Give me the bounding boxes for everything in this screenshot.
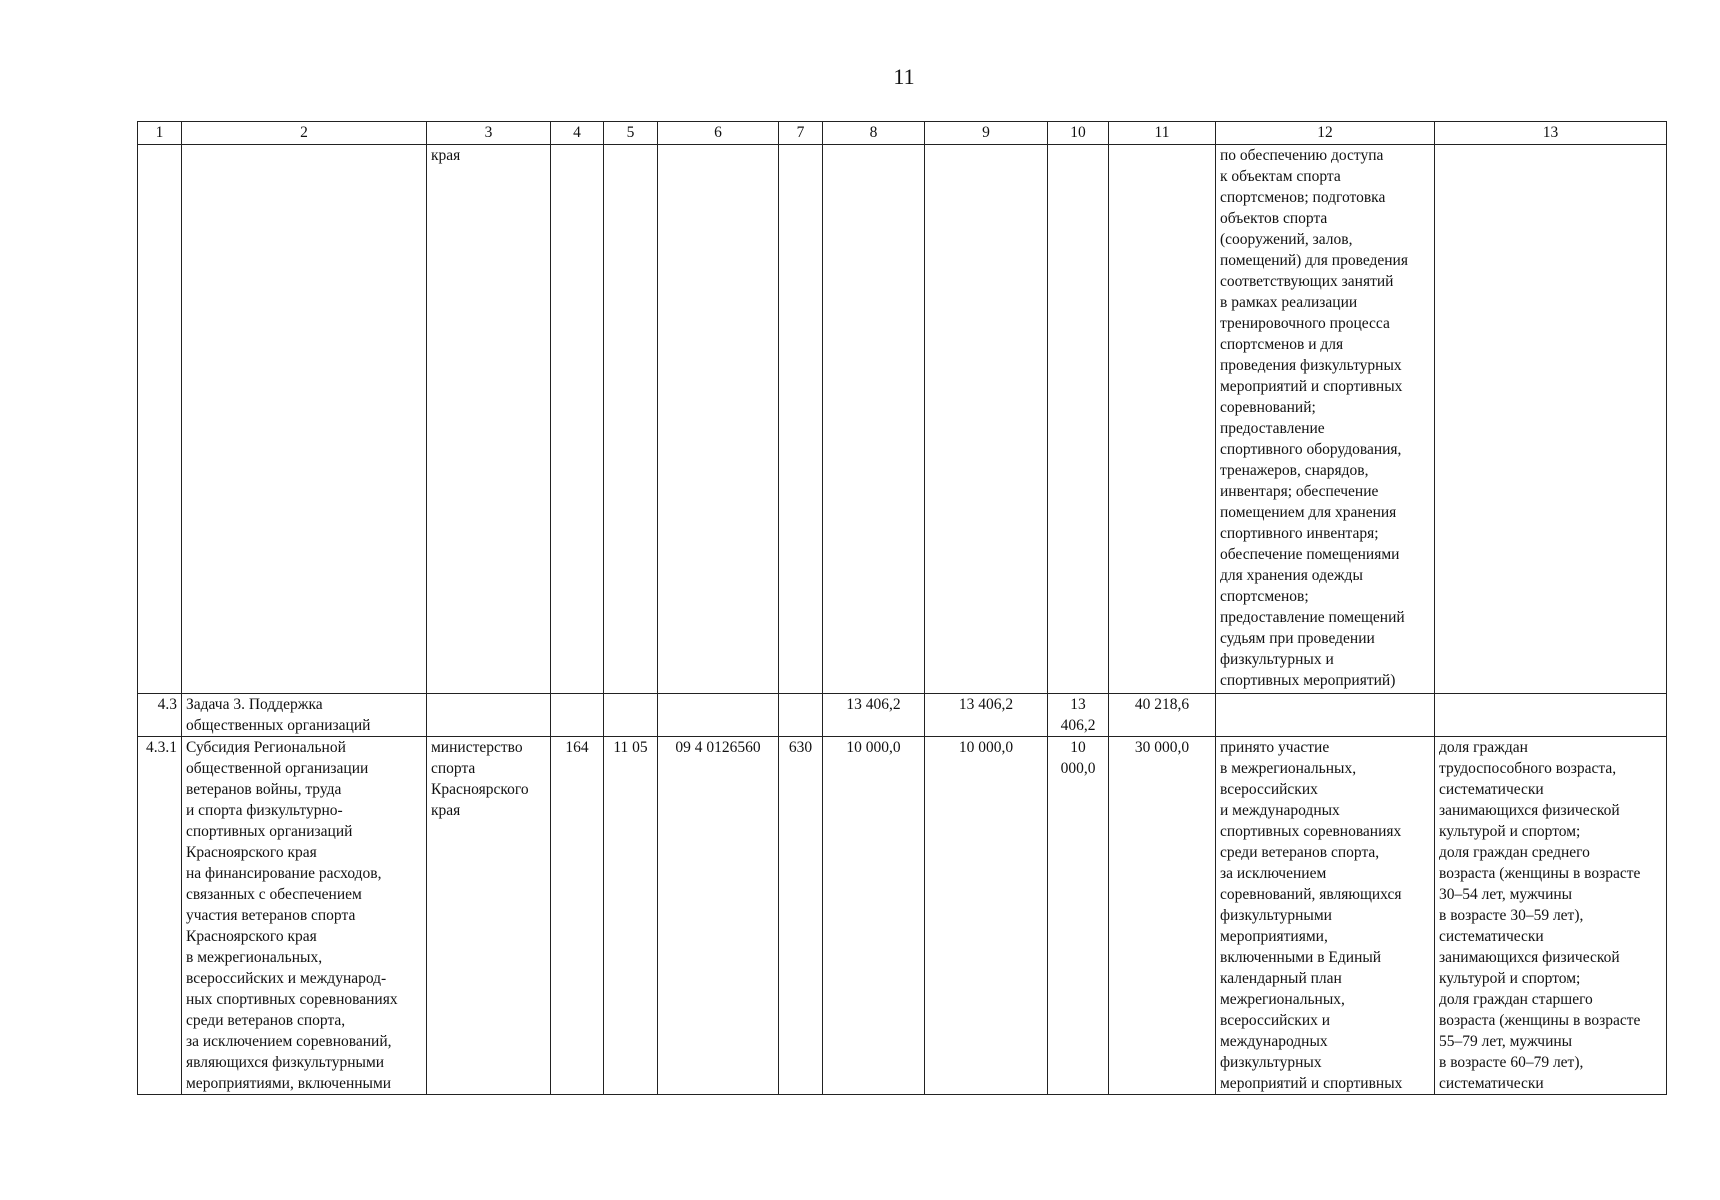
cell (1435, 694, 1667, 737)
cell (779, 694, 823, 737)
cell (925, 145, 1048, 694)
subsidy-row (138, 737, 1667, 1095)
amount-year-1: 13 406,2 (823, 694, 925, 737)
col-header-10: 10 (1048, 122, 1109, 145)
section-code: 11 05 (604, 737, 658, 1095)
col-header-2: 2 (182, 122, 427, 145)
cell (823, 145, 925, 694)
cell (138, 145, 182, 694)
budget-table (137, 121, 1667, 1095)
row-number: 4.3.1 (138, 737, 182, 1095)
cell (551, 694, 604, 737)
cell (1109, 145, 1216, 694)
continuation-row (138, 145, 1667, 694)
col-header-5: 5 (604, 122, 658, 145)
col-header-11: 11 (1109, 122, 1216, 145)
grbs-code: 164 (551, 737, 604, 1095)
col-header-4: 4 (551, 122, 604, 145)
cell (1435, 145, 1667, 694)
measure-description: Субсидия Региональной общественной организации ветеранов войны, труда и спорта физкультурно- спортивных организаций Красноярского края на финансирование расходов, связанных с обеспечением участия ветеранов спорта Красноярского края в межрегиональных, всероссийских и международ- ных спортивных соревнованиях среди ветеранов спорта, за исключением соревнований, являющихся физкультурными мероприятиями, включенными (182, 737, 427, 1095)
amount-total: 40 218,6 (1109, 694, 1216, 737)
col-header-13: 13 (1435, 122, 1667, 145)
cell (658, 694, 779, 737)
cell (779, 145, 823, 694)
cell (604, 145, 658, 694)
col-header-8: 8 (823, 122, 925, 145)
cell (1048, 145, 1109, 694)
col-header-7: 7 (779, 122, 823, 145)
amount-year-3: 10 000,0 (1048, 737, 1109, 1095)
responsible-body: министерство спорта Красноярского края (427, 737, 551, 1095)
cell (604, 694, 658, 737)
cell (658, 145, 779, 694)
amount-year-3: 13 406,2 (1048, 694, 1109, 737)
amount-total: 30 000,0 (1109, 737, 1216, 1095)
row-number: 4.3 (138, 694, 182, 737)
target-article-code: 09 4 0126560 (658, 737, 779, 1095)
column-number-row (138, 122, 1667, 145)
cell (551, 145, 604, 694)
col-header-3: 3 (427, 122, 551, 145)
cell-expected-result: по обеспечению доступа к объектам спорта спортсменов; подготовка объектов спорта (сооружений, залов, помещений) для проведения соответствующих занятий в рамках реализации тренировочного процесса спортсменов и для проведения физкультурных мероприятий и спортивных соревнований; предоставление спортивного оборудования, тренажеров, снарядов, инвентаря; обеспечение помещением для хранения спортивного инвентаря; обеспечение помещениями для хранения одежды спортсменов; предоставление помещений судьям при проведении физкультурных и спортивных мероприятий) (1216, 145, 1435, 694)
page-number: 11 (893, 64, 915, 89)
amount-year-2: 13 406,2 (925, 694, 1048, 737)
cell-responsible: края (427, 145, 551, 694)
indicators: доля граждан трудоспособного возраста, систематически занимающихся физической культурой и спортом; доля граждан среднего возраста (женщины в возрасте 30–54 лет, мужчины в возрасте 30–59 лет), систематически занимающихся физической культурой и спортом; доля граждан старшего возраста (женщины в возрасте 55–79 лет, мужчины в возрасте 60–79 лет), систематически (1435, 737, 1667, 1095)
col-header-6: 6 (658, 122, 779, 145)
task-title: Задача 3. Поддержка общественных организаций (182, 694, 427, 737)
expected-result: принято участие в межрегиональных, всероссийских и международных спортивных соревнованиях среди ветеранов спорта, за исключением соревнований, являющихся физкультурными мероприятиями, включенными в Единый календарный план межрегиональных, всероссийских и международных физкультурных мероприятий и спортивных (1216, 737, 1435, 1095)
col-header-9: 9 (925, 122, 1048, 145)
cell (1216, 694, 1435, 737)
amount-year-2: 10 000,0 (925, 737, 1048, 1095)
col-header-1: 1 (138, 122, 182, 145)
task-row (138, 694, 1667, 737)
expense-type-code: 630 (779, 737, 823, 1095)
cell (182, 145, 427, 694)
amount-year-1: 10 000,0 (823, 737, 925, 1095)
cell (427, 694, 551, 737)
col-header-12: 12 (1216, 122, 1435, 145)
